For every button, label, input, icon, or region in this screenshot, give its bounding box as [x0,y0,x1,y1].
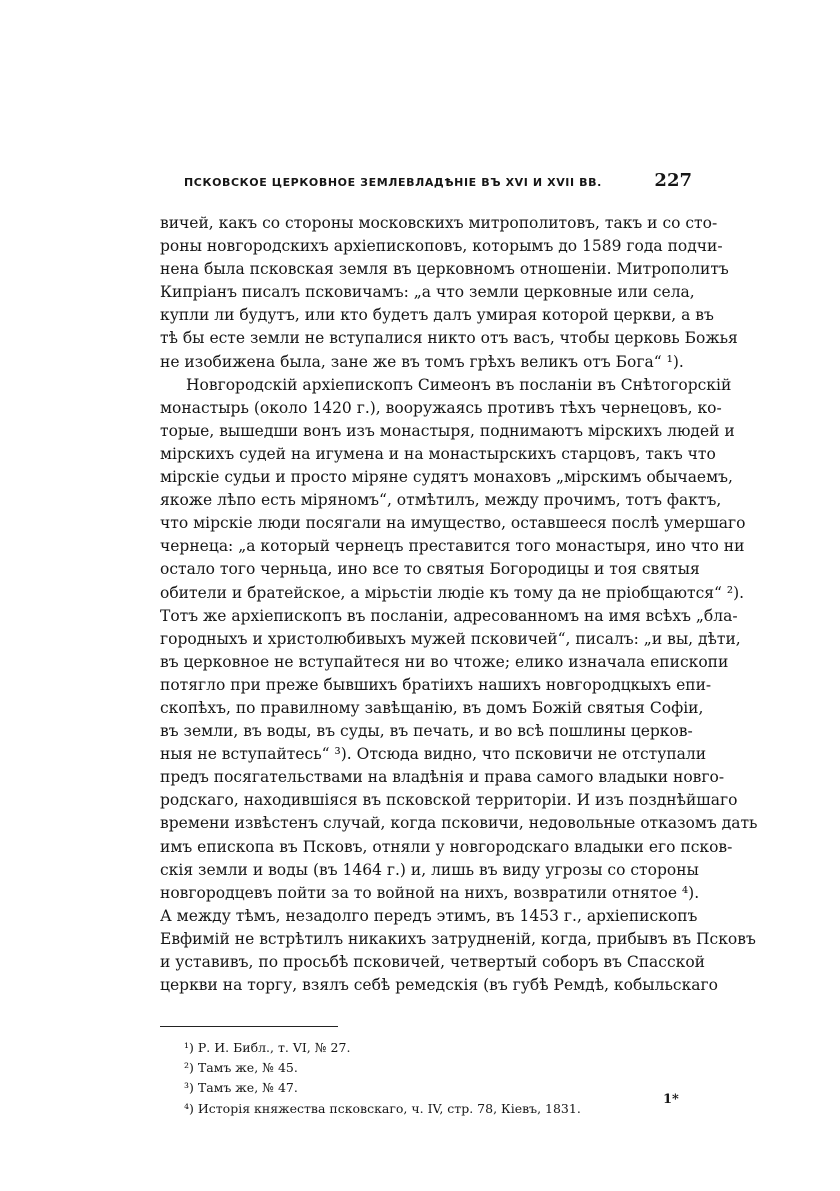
text-line: скопѣхъ, по правилному завѣщанію, въ домъ Божій святыя Софіи, [160,698,704,717]
text-line: роны новгородскихъ архіепископовъ, которымъ до 1589 года подчи- [160,237,723,256]
footnote: ⁴) Исторія княжества псковскаго, ч. IV, стр. 78, Кіевъ, 1831. [184,1100,581,1116]
text-line: Тотъ же архіепископъ въ посланіи, адресованномъ на имя всѣхъ „бла- [160,606,738,625]
footnote-divider [160,1026,338,1027]
text-line: мірскіе судьи и просто міряне судятъ монаховъ „мірскимъ обычаемъ, [160,468,733,487]
text-line: вичей, какъ со стороны московскихъ митрополитовъ, такъ и со сто- [160,214,718,232]
text-line: городныхъ и христолюбивыхъ мужей псковичей“, писалъ: „и вы, дѣти, [160,629,741,648]
text-line: и уставивъ, по просьбѣ псковичей, четвертый соборъ въ Спасской [160,953,705,971]
text-line: нена была псковская земля въ церковномъ отношеніи. Митрополитъ [160,260,729,279]
footnotes [184,1038,692,1119]
footnote: ²) Тамъ же, № 45. [184,1060,298,1076]
text-line: тѣ бы есте земли не вступалися никто отъ васъ, чтобы церковь Божья [160,329,738,348]
text-line: родскаго, находившіяся въ псковской территоріи. И изъ позднѣйшаго [160,791,738,810]
text-line: купли ли будутъ, или кто будетъ далъ умирая которой церкви, а въ [160,306,714,325]
text-line: предъ посягательствами на владѣнія и права самого владыки новго- [160,768,725,787]
text-line: обители и братейское, а мірьстіи людіе къ тому да не пріобщаются“ ²). [160,583,745,602]
text-line: монастырь (около 1420 г.), вооружаясь противъ тѣхъ чернецовъ, ко- [160,398,722,417]
text-line: чернеца: „а который чернецъ преставится того монастыря, ино что ни [160,537,745,556]
text-line: потягло при преже бывшихъ братіихъ нашихъ новгородцкыхъ епи- [160,675,712,694]
text-line: въ земли, въ воды, въ суды, въ печать, и во всѣ пошлины церков- [160,722,693,741]
running-head [160,170,692,196]
text-line: ныя не вступайтесь“ ³). Отсюда видно, что псковичи не отступали [160,745,707,764]
text-line: остало того черньца, ино все то святыя Богородицы и тоя святыя [160,560,700,579]
text-line: мірскихъ судей на игумена и на монастырскихъ старцовъ, такъ что [160,444,716,463]
text-line: не изобижена была, зане же въ томъ грѣхъ великъ отъ Бога“ ¹). [160,352,684,371]
running-title: ПСКОВСКОЕ ЦЕРКОВНОЕ ЗЕМЛЕВЛАДѢНІЕ ВЪ XVI И XVII ВВ. [184,176,602,189]
text-line: новгородцевъ пойти за то войной на нихъ, возвратили отнятое ⁴). [160,883,700,902]
text-line: А между тѣмъ, незадолго передъ этимъ, въ 1453 г., архіепископъ [160,906,698,925]
text-line: церкви на торгу, взялъ себѣ ремедскія (въ губѣ Ремдѣ, кобыльскаго [160,976,718,995]
text-line: Новгородскій архіепископъ Симеонъ въ посланіи въ Снѣтогорскій [186,375,732,394]
text-line: якоже лѣпо есть міряномъ“, отмѣтилъ, между прочимъ, тотъ фактъ, [160,491,722,510]
text-line: времени извѣстенъ случай, когда псковичи, недовольные отказомъ дать [160,814,758,833]
text-line: торые, вышедши вонъ изъ монастыря, поднимаютъ мірскихъ людей и [160,421,735,440]
text-line: скія земли и воды (въ 1464 г.) и, лишь въ виду угрозы со стороны [160,860,699,879]
footnote: ³) Тамъ же, № 47. [184,1080,298,1096]
text-line: имъ епископа въ Псковъ, отняли у новгородскаго владыки его псков- [160,837,733,856]
text-line: въ церковное не вступайтеся ни во чтоже; елико изначала епископи [160,652,729,671]
body-text [160,212,758,997]
text-line: Кипріанъ писалъ псковичамъ: „а что земли церковные или села, [160,283,695,302]
page-number: 227 [654,170,692,191]
text-line: что мірскіе люди посягали на имущество, оставшееся послѣ умершаго [160,514,746,533]
footnote: ¹) Р. И. Библ., т. VI, № 27. [184,1040,351,1055]
signature-mark: 1* [663,1092,679,1107]
text-line: Евфимій не встрѣтилъ никакихъ затрудненій, когда, прибывъ въ Псковъ [160,929,756,948]
